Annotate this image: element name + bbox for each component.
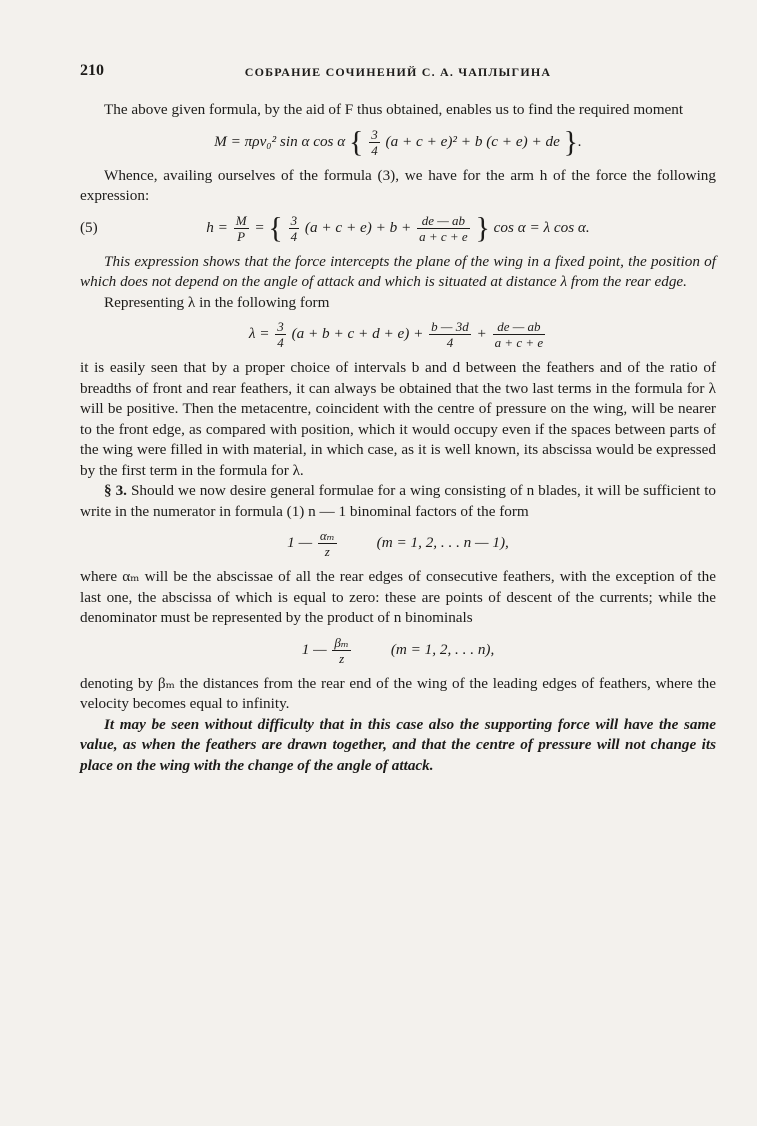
eqB-frac xyxy=(332,635,350,666)
paragraph-9-italic: It may be seen without difficulty that in this case also the supporting force will have the same value, as when the feathers are drawn together, and that the centre of pressure will not change its place on the wing with the change of the angle of attack. xyxy=(80,715,716,774)
paragraph-1: The above given formula, by the aid of F thus obtained, enables us to find the required moment xyxy=(104,101,684,118)
equation-beta xyxy=(80,635,716,666)
eqL-f2-num: b — 3d xyxy=(431,319,469,334)
eq1-fraction xyxy=(369,127,380,158)
eq5-frac-3 xyxy=(417,213,470,244)
paragraph-8: denoting by βₘ the distances from the rear end of the wing of the leading edges of feathers, where the velocity becomes equal to infinity. xyxy=(80,674,716,712)
section-number: § 3. xyxy=(104,482,127,499)
paragraph-7: where αₘ will be the abscissae of all the rear edges of consecutive feathers, with the exception of the last one, the abscissa of which is equal to zero: these are points of descent of the currents; while the denominator must be represented by the product of n binominals xyxy=(80,568,716,626)
right-brace: } xyxy=(563,124,579,158)
eq1-lhs: M = πρv₀² sin α cos α xyxy=(214,132,346,150)
equation-alpha xyxy=(80,528,716,559)
eqL-frac-1 xyxy=(275,319,286,350)
equation-moment: M = πρv₀² sin α cos α { $\frac{3}{4}$ (a + c + e)² + b (c + e) + de }. xyxy=(214,124,582,158)
eqL-frac-3 xyxy=(493,319,546,350)
eq5-f2-num: 3 xyxy=(290,212,298,228)
eq5-f1-den: P xyxy=(237,228,246,244)
eq1-frac-num: 3 xyxy=(371,126,378,142)
eq5-rhs: cos α = λ cos α. xyxy=(493,218,590,236)
running-head: СОБРАНИЕ СОЧИНЕНИЙ С. А. ЧАПЛЫГИНА xyxy=(244,65,552,79)
equation-label: (5) xyxy=(80,218,98,236)
eq5-f2-den: 4 xyxy=(290,228,298,244)
paragraph-6-text: Should we now desire general formulae for a wing consisting of n blades, it will be sufficient to write in the numerator in formula (1) n — 1 binominal factors of the form xyxy=(80,482,717,520)
eq5-frac-1 xyxy=(234,213,249,244)
page-header xyxy=(80,62,716,84)
eq5-mid: (a + c + e) + b + xyxy=(304,218,412,236)
eqB-range: (m = 1, 2, . . . n), xyxy=(390,640,495,658)
eq5-f3-num: de — ab xyxy=(417,213,470,229)
equation-lambda xyxy=(80,319,716,350)
page-body xyxy=(80,100,716,776)
eqL-f1-num: 3 xyxy=(277,319,284,334)
eqL-f1-den: 4 xyxy=(277,335,284,350)
page-number: 210 xyxy=(80,62,104,79)
eqL-frac-2 xyxy=(429,319,471,350)
equation-5: (5) h = $\frac{M}{P}$ = { $\frac{3}{4}$ (a + c + e) + b + $\frac{de — ab}{a + c + e}$ } cos α = λ cos α. xyxy=(80,210,590,244)
left-brace: { xyxy=(268,210,283,244)
eq5-lhs: h = xyxy=(206,218,228,236)
right-brace: } xyxy=(475,210,490,244)
eqL-mid: (a + b + c + d + e) + xyxy=(291,324,424,342)
left-brace: { xyxy=(349,124,364,158)
paragraph-5: it is easily seen that by a proper choice of intervals b and d between the feathers and of the ratio of breadths of front and rear feathers, it can always be obtained that the two last terms in the formula for λ will be positive. Then the metacentre, coincident with the centre of pressure on the wing, will be nearer to the front edge, as compared with position, which it would occupy even if the spaces between parts of the wing were filled in with material, in which case, as it is well known, its abscissa would be expressed by the first term in the formula for λ. xyxy=(80,359,716,479)
eqA-den: z xyxy=(324,544,330,559)
eqL-f2-den: 4 xyxy=(446,335,454,350)
eqL-f3-den: a + c + e xyxy=(494,335,544,350)
paragraph-6 xyxy=(80,481,716,522)
eqB-num: βₘ xyxy=(334,634,349,650)
eqA-range: (m = 1, 2, . . . n — 1), xyxy=(376,533,509,551)
eq1-rest: (a + c + e)² + b (c + e) + de xyxy=(385,132,560,150)
paragraph-4: Representing λ in the following form xyxy=(104,293,330,311)
eqL-f3-num: de — ab xyxy=(493,319,546,335)
paragraph-2: Whence, availing ourselves of the formula (3), we have for the arm h of the force the following expression: xyxy=(80,166,716,204)
eqL-plus: + xyxy=(476,324,487,342)
eq5-f1-num: M xyxy=(235,212,247,228)
eq5-frac-2 xyxy=(289,213,300,244)
eq1-frac-den: 4 xyxy=(371,142,378,158)
eq5-f3-den: a + c + e xyxy=(419,228,468,244)
eqB-den: z xyxy=(339,650,345,666)
eqA-num: αₘ xyxy=(319,528,335,543)
eqB-pre: 1 — xyxy=(301,640,327,658)
eqA-frac xyxy=(318,528,337,559)
eqL-lhs: λ = xyxy=(248,324,270,342)
paragraph-3-italic: This expression shows that the force intercepts the plane of the wing in a fixed point, the position of which does not depend on the angle of attack and which is situated at distance λ from the rear edge. xyxy=(80,252,716,290)
eqA-pre: 1 — xyxy=(287,533,313,551)
